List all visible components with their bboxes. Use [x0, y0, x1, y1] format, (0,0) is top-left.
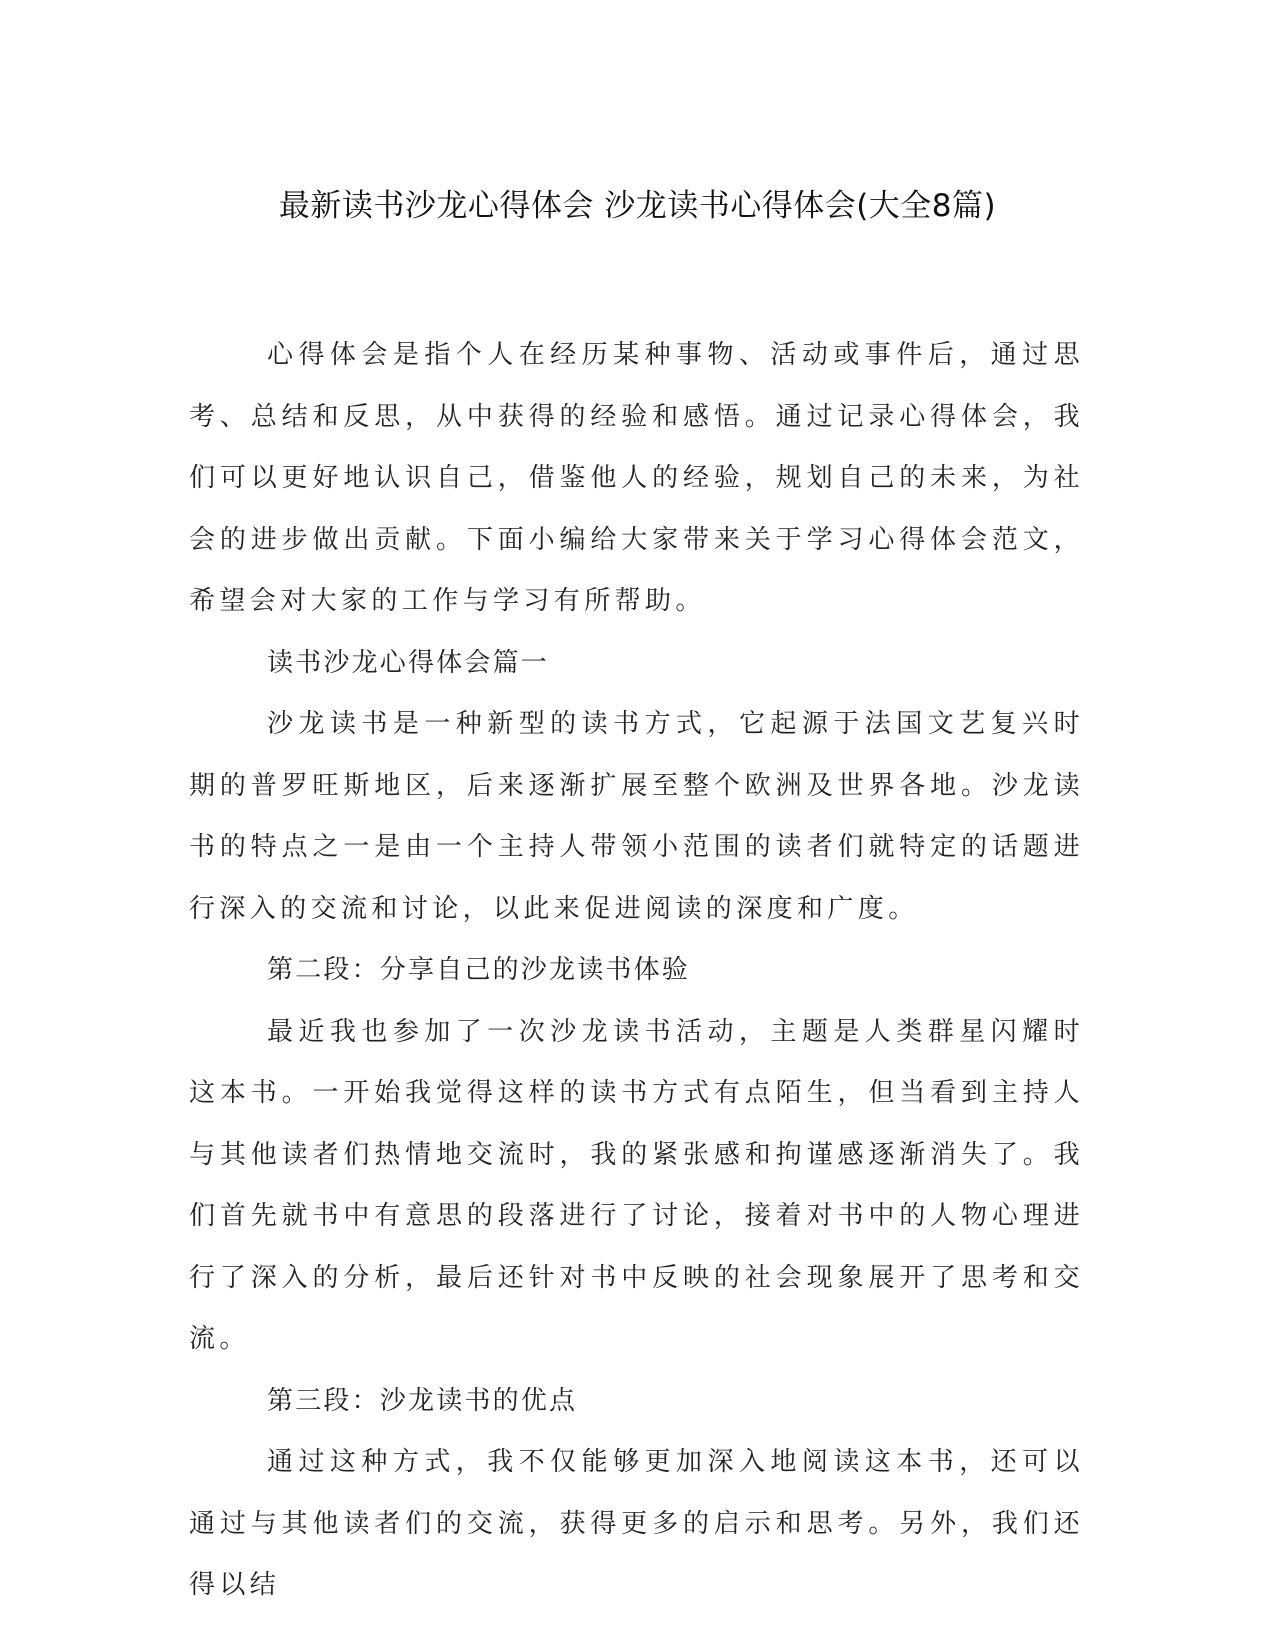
- section-2-paragraph: 最近我也参加了一次沙龙读书活动，主题是人类群星闪耀时这本书。一开始我觉得这样的读书方式有点陌生，但当看到主持人与其他读者们热情地交流时，我的紧张感和拘谨感逐渐消失了。我们首先就书中有意思的段落进行了讨论，接着对书中的人物心理进行了深入的分析，最后还针对书中反映的社会现象展开了思考和交流。: [189, 1016, 1084, 1354]
- intro-paragraph: 心得体会是指个人在经历某种事物、活动或事件后，通过思考、总结和反思，从中获得的经验和感悟。通过记录心得体会，我们可以更好地认识自己，借鉴他人的经验，规划自己的未来，为社会的进步做出贡献。下面小编给大家带来关于学习心得体会范文，希望会对大家的工作与学习有所帮助。: [189, 340, 1084, 616]
- section-3-paragraph: 通过这种方式，我不仅能够更加深入地阅读这本书，还可以通过与其他读者们的交流，获得更多的启示和思考。另外，我们还得以结: [189, 1447, 1084, 1600]
- section-heading-2: 第二段：分享自己的沙龙读书体验: [267, 955, 691, 985]
- section-1-paragraph: 沙龙读书是一种新型的读书方式，它起源于法国文艺复兴时期的普罗旺斯地区，后来逐渐扩展至整个欧洲及世界各地。沙龙读书的特点之一是由一个主持人带领小范围的读者们就特定的话题进行深入的交流和讨论，以此来促进阅读的深度和广度。: [189, 709, 1084, 924]
- section-heading-3: 第三段：沙龙读书的优点: [267, 1385, 578, 1416]
- section-heading-1: 读书沙龙心得体会篇一: [267, 647, 550, 678]
- document-body: [189, 325, 1084, 1617]
- document-title: 最新读书沙龙心得体会 沙龙读书心得体会(大全8篇): [278, 188, 997, 224]
